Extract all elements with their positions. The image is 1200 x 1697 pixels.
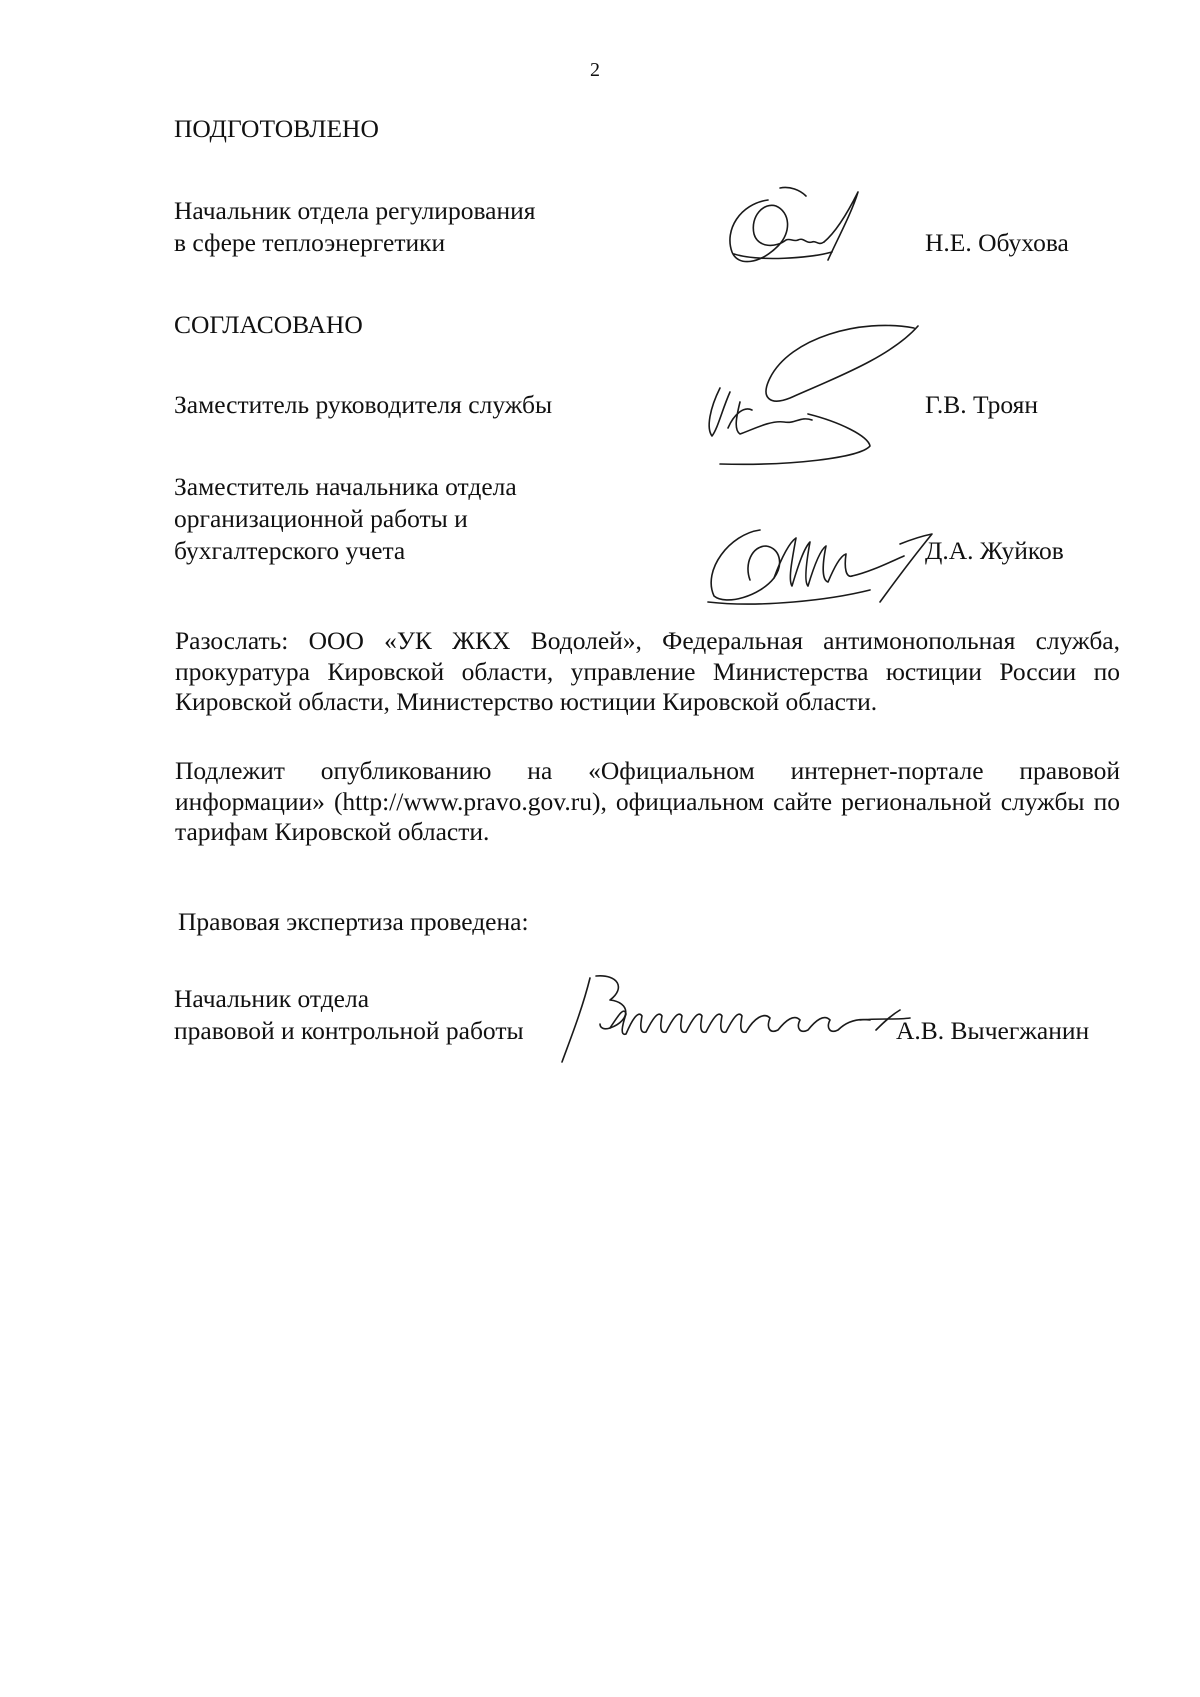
prepared-position-line1: Начальник отдела регулирования bbox=[174, 196, 536, 225]
signer-2-position-line3: бухгалтерского учета bbox=[174, 536, 406, 565]
prepared-position-line2: в сфере теплоэнергетики bbox=[174, 228, 446, 257]
legal-review-position-line2: правовой и контрольной работы bbox=[174, 1016, 524, 1045]
legal-review-name: А.В. Вычегжанин bbox=[896, 1016, 1090, 1045]
signature-troyan bbox=[700, 318, 930, 478]
signature-obukhova bbox=[720, 182, 890, 277]
legal-review-statement: Правовая экспертиза проведена: bbox=[178, 907, 529, 936]
legal-review-position-line1: Начальник отдела bbox=[174, 984, 370, 1013]
signer-2-position-line1: Заместитель начальника отдела bbox=[174, 472, 517, 501]
signer-1-position-line1: Заместитель руководителя службы bbox=[174, 390, 553, 419]
signer-2-position-line2: организационной работы и bbox=[174, 504, 468, 533]
signature-vychegzhanin bbox=[560, 970, 940, 1070]
prepared-name: Н.Е. Обухова bbox=[925, 228, 1069, 257]
page-number: 2 bbox=[590, 59, 600, 81]
publication-text: Подлежит опубликованию на «Официальном интернет-портале правовой информации» (http://www.pravo.gov.ru), официальном сайте региональной службы по тарифам Кировской области. bbox=[175, 756, 1120, 846]
signer-1-name: Г.В. Троян bbox=[925, 390, 1038, 419]
prepared-heading: ПОДГОТОВЛЕНО bbox=[174, 114, 379, 143]
distribution-text: Разослать: ООО «УК ЖКХ Водолей», Федеральная антимонопольная служба, прокуратура Кировской области, управление Министерства юстиции России по Кировской области, Министерство юстиции Кировской области. bbox=[175, 626, 1120, 716]
signature-zhuykov bbox=[700, 520, 940, 610]
signer-2-name: Д.А. Жуйков bbox=[925, 536, 1064, 565]
agreed-heading: СОГЛАСОВАНО bbox=[174, 310, 363, 339]
